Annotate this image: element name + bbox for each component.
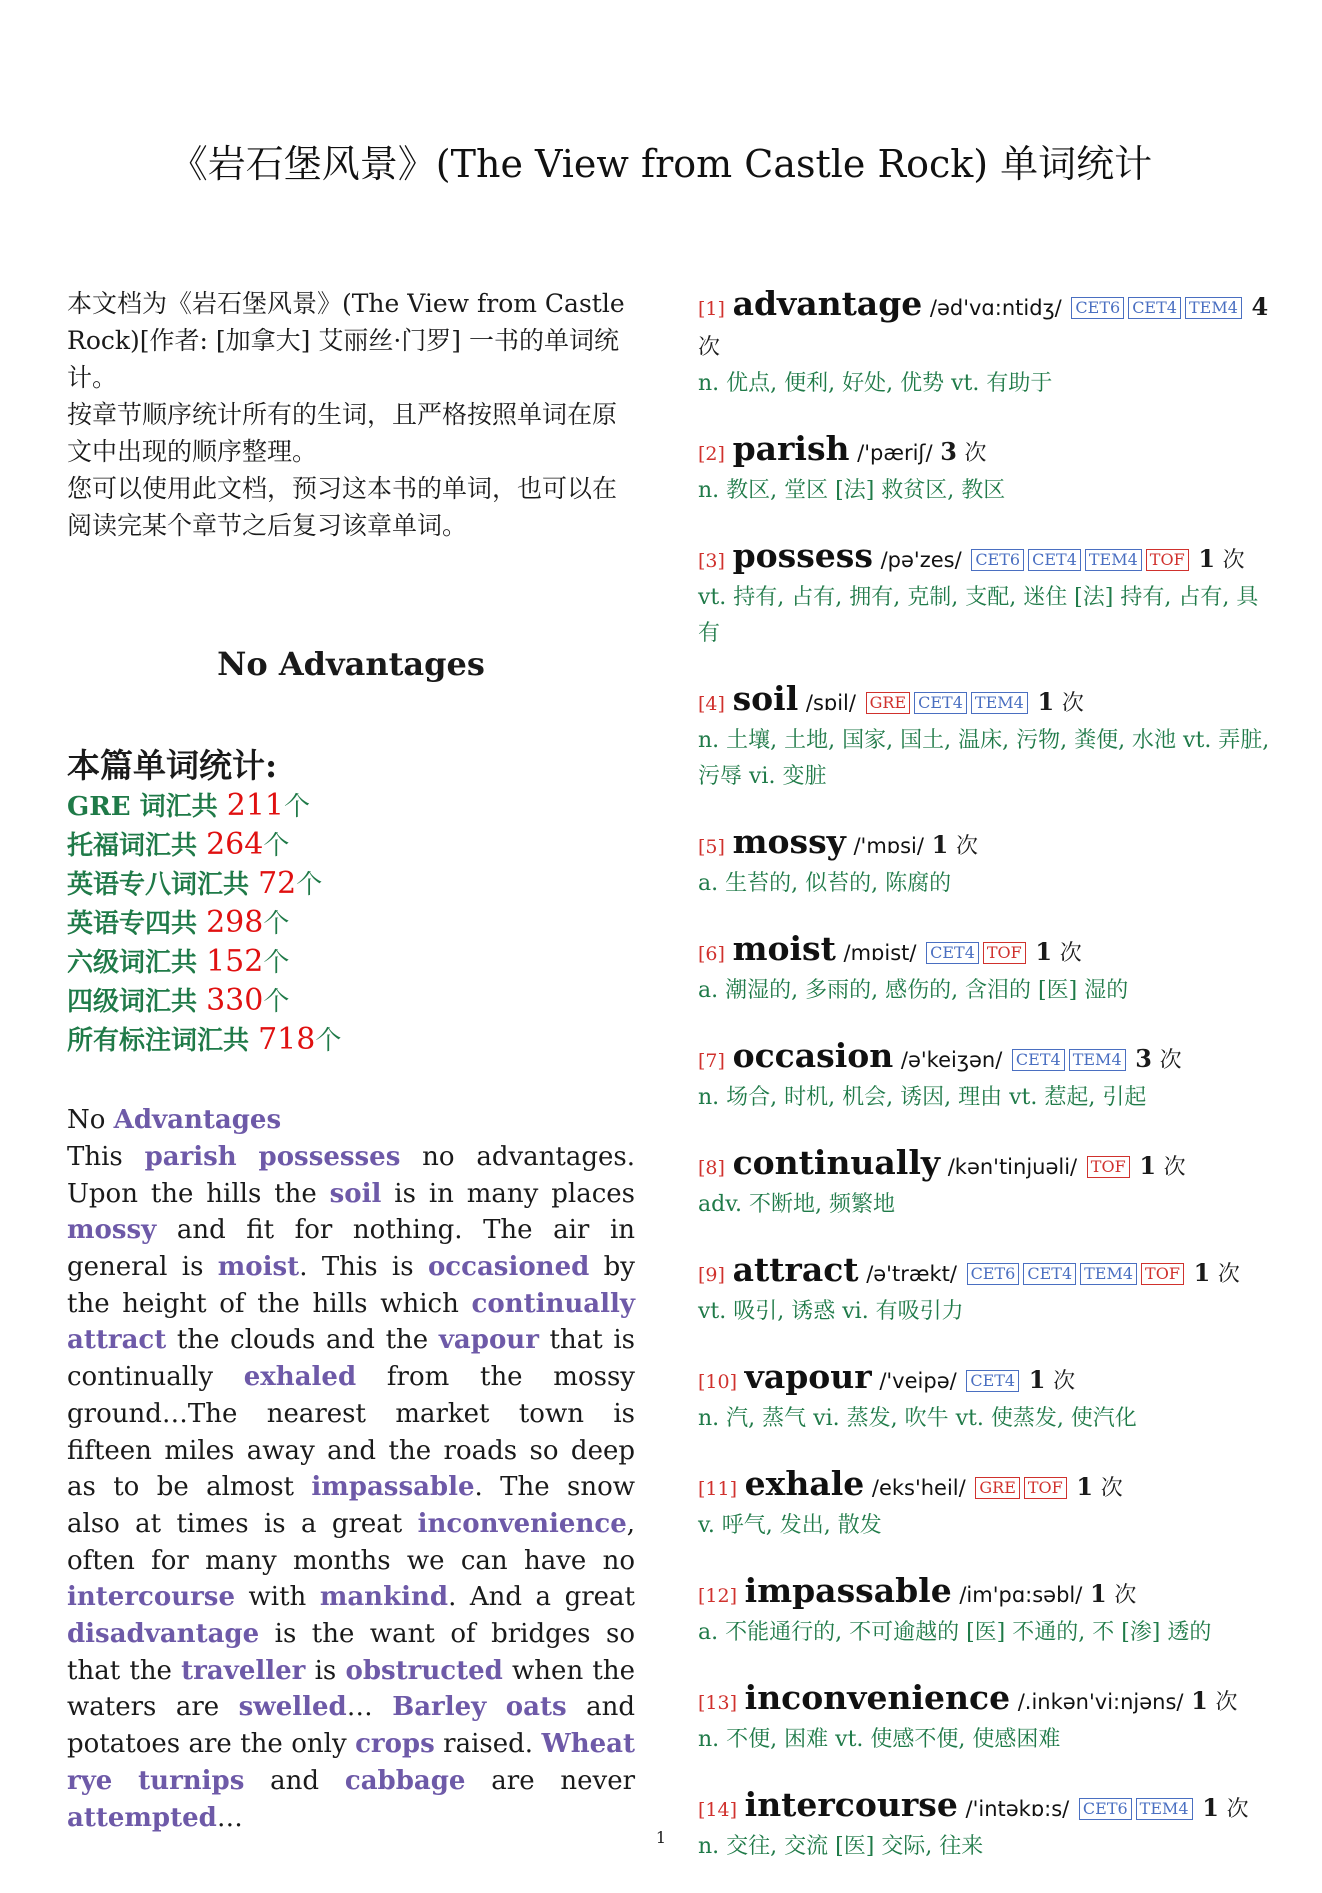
- entry-count: 1: [1037, 687, 1055, 716]
- level-tag: CET6: [1071, 297, 1124, 319]
- highlighted-word: possesses: [258, 1141, 401, 1172]
- passage-text: . The snow also at times is a great: [67, 1472, 636, 1539]
- entry-phonetic: /'mɒsi/: [853, 834, 924, 858]
- passage-text: , often for many months we can have no: [67, 1508, 635, 1576]
- entry-phonetic: /sɒil/: [805, 691, 856, 715]
- stats-heading: 本篇单词统计:: [67, 745, 278, 785]
- entry-index: [2]: [698, 443, 725, 465]
- entry-word: impassable: [744, 1571, 952, 1610]
- stat-label: 英语专四共: [67, 909, 207, 940]
- passage-text: by the height of the hills which: [67, 1252, 635, 1319]
- entry-phonetic: /'pæriʃ/: [857, 441, 933, 465]
- highlighted-word: crops: [355, 1729, 435, 1760]
- entry-phonetic: /ə'keiʒən/: [900, 1048, 1003, 1072]
- entry-index: [8]: [698, 1157, 725, 1179]
- vocab-entry: [698, 285, 1273, 402]
- vocabulary-list: [698, 285, 1273, 1893]
- entry-phonetic: /'veipə/: [879, 1369, 957, 1393]
- left-column: [67, 285, 635, 1836]
- entry-header: [698, 1679, 1273, 1722]
- entry-index: [5]: [698, 836, 725, 858]
- level-tag: GRE: [975, 1477, 1020, 1499]
- entry-header: [698, 430, 1273, 473]
- entry-count: 1: [1202, 1793, 1219, 1822]
- highlighted-word: vapour: [438, 1325, 539, 1356]
- stat-label: 英语专八词汇共: [67, 870, 259, 901]
- stat-label: 托福词汇共: [67, 831, 207, 862]
- entry-count-unit: 次: [1059, 941, 1082, 966]
- entry-count: 1: [1089, 1579, 1107, 1608]
- entry-word: intercourse: [744, 1785, 958, 1824]
- entry-index: [12]: [698, 1585, 738, 1607]
- stat-unit: 个: [263, 909, 290, 940]
- highlighted-word: intercourse: [67, 1582, 235, 1613]
- passage-text: raised.: [434, 1729, 542, 1760]
- level-tag: CET4: [914, 692, 967, 714]
- intro-paragraph: 本文档为《岩石堡风景》(The View from Castle Rock)[作者: [加拿大] 艾丽丝·门罗] 一书的单词统计。: [67, 289, 625, 392]
- entry-count: 1: [1076, 1472, 1094, 1501]
- level-tag: TEM4: [1185, 297, 1242, 319]
- stat-value: 72: [258, 866, 297, 902]
- entry-word: soil: [732, 679, 799, 718]
- passage-text: from the mossy ground…The nearest market town is fifteen miles away and the roads so deep as to be almost: [67, 1362, 635, 1503]
- vocab-entry: [698, 1572, 1273, 1651]
- entry-count: 1: [1191, 1686, 1208, 1715]
- highlighted-word: parish: [144, 1141, 237, 1172]
- entry-word: attract: [732, 1250, 859, 1289]
- stat-value: 330: [206, 983, 264, 1019]
- entry-definition: n. 优点, 便利, 好处, 优势 vt. 有助于: [698, 371, 1053, 396]
- entry-word: mossy: [732, 822, 846, 861]
- level-tag: TOF: [1141, 1263, 1184, 1285]
- passage-text: . This is: [299, 1252, 428, 1282]
- stat-value: 264: [206, 827, 264, 863]
- passage-text: [486, 1692, 506, 1722]
- highlighted-word: Barley: [392, 1692, 487, 1723]
- stat-unit: 个: [263, 987, 290, 1018]
- entry-definition: vt. 吸引, 诱惑 vi. 有吸引力: [698, 1299, 964, 1324]
- level-tag: TEM4: [1080, 1263, 1137, 1285]
- entry-phonetic: /mɒist/: [843, 941, 917, 965]
- entry-header: [698, 1037, 1273, 1080]
- entry-count-unit: 次: [1053, 1369, 1076, 1394]
- page-number: 1: [655, 1828, 667, 1847]
- highlighted-word: inconvenience: [417, 1508, 627, 1539]
- passage-text: [237, 1142, 259, 1172]
- entry-header: [698, 1572, 1273, 1615]
- highlighted-word: swelled: [238, 1692, 347, 1723]
- intro-paragraph: 您可以使用此文档，预习这本书的单词，也可以在阅读完某个章节之后复习该章单词。: [67, 474, 618, 540]
- passage-heading: [67, 1102, 635, 1139]
- entry-count-unit: 次: [1222, 548, 1245, 573]
- entry-definition: n. 教区, 堂区 [法] 救贫区, 教区: [698, 478, 1006, 503]
- entry-index: [10]: [698, 1371, 738, 1393]
- entry-definition: a. 不能通行的, 不可逾越的 [医] 不通的, 不 [渗] 透的: [698, 1620, 1212, 1645]
- passage-text: is: [305, 1655, 346, 1686]
- entry-index: [6]: [698, 943, 725, 965]
- entry-count: 4: [1251, 292, 1269, 321]
- entry-index: [7]: [698, 1050, 725, 1072]
- highlighted-word: moist: [217, 1252, 300, 1282]
- level-tag: TEM4: [1085, 549, 1142, 571]
- highlighted-word: mankind: [319, 1582, 449, 1613]
- highlighted-word: continually: [471, 1288, 635, 1319]
- entry-index: [4]: [698, 693, 725, 715]
- highlighted-word: impassable: [311, 1472, 475, 1503]
- entry-word: possess: [732, 536, 873, 575]
- highlighted-word: exhaled: [243, 1362, 357, 1393]
- stat-label: GRE 词汇共: [67, 792, 227, 823]
- entry-count-unit: 次: [964, 441, 987, 466]
- stat-label: 四级词汇共: [67, 987, 207, 1018]
- stat-row: [67, 865, 635, 904]
- highlighted-word: occasioned: [427, 1252, 590, 1282]
- level-tag: CET6: [967, 1263, 1020, 1285]
- entry-index: [1]: [698, 298, 725, 320]
- entry-count: 1: [1198, 544, 1216, 573]
- word-stats: [67, 746, 635, 1061]
- highlighted-word: oats: [505, 1692, 567, 1723]
- passage-text: are never: [465, 1765, 636, 1796]
- level-tag: TEM4: [1069, 1049, 1126, 1071]
- stat-unit: 个: [263, 948, 290, 979]
- entry-count: 1: [1139, 1151, 1157, 1180]
- passage-body: [67, 1139, 635, 1836]
- entry-count-unit: 次: [1061, 691, 1084, 716]
- highlighted-word: disadvantage: [67, 1619, 260, 1650]
- entry-header: [698, 1251, 1273, 1294]
- highlighted-word: attempted: [67, 1802, 217, 1833]
- stat-value: 298: [206, 905, 264, 941]
- entry-header: [698, 823, 1273, 866]
- entry-index: [9]: [698, 1264, 725, 1286]
- entry-count: 3: [940, 437, 957, 466]
- entry-word: vapour: [744, 1357, 872, 1396]
- entry-word: moist: [732, 929, 836, 968]
- level-tag: CET4: [926, 942, 979, 964]
- stat-row: [67, 787, 635, 826]
- passage: [67, 1102, 635, 1836]
- entry-word: occasion: [732, 1036, 894, 1075]
- entry-word: continually: [732, 1143, 941, 1182]
- entry-count: 1: [1028, 1365, 1046, 1394]
- entry-definition: a. 生苔的, 似苔的, 陈腐的: [698, 871, 952, 896]
- entry-count: 1: [1035, 937, 1053, 966]
- vocab-entry: [698, 1251, 1273, 1330]
- vocab-entry: [698, 1358, 1273, 1437]
- entry-phonetic: /pə'zes/: [880, 548, 962, 572]
- highlighted-word: attract: [67, 1325, 167, 1356]
- passage-text: and fit for nothing. The air in general is: [67, 1215, 635, 1282]
- entry-phonetic: /.inkən'vi:njəns/: [1017, 1690, 1184, 1714]
- entry-definition: n. 汽, 蒸气 vi. 蒸发, 吹牛 vt. 使蒸发, 使汽化: [698, 1406, 1137, 1431]
- entry-phonetic: /eks'heil/: [871, 1476, 966, 1500]
- passage-text: …: [346, 1692, 393, 1723]
- entry-definition: n. 交往, 交流 [医] 交际, 往来: [698, 1834, 984, 1859]
- entry-count-unit: 次: [1226, 1797, 1249, 1822]
- entry-header: [698, 930, 1273, 973]
- level-tag: TOF: [1024, 1477, 1067, 1499]
- passage-text: no advantages. Upon the hills the: [67, 1141, 636, 1209]
- stat-label: 所有标注词汇共: [67, 1026, 259, 1057]
- stat-row: [67, 982, 635, 1021]
- entry-index: [13]: [698, 1692, 738, 1714]
- entry-definition: n. 土壤, 土地, 国家, 国土, 温床, 污物, 粪便, 水池 vt. 弄脏, 污辱 vi. 变脏: [698, 728, 1270, 789]
- stat-unit: 个: [315, 1026, 342, 1057]
- entry-definition: a. 潮湿的, 多雨的, 感伤的, 含泪的 [医] 湿的: [698, 978, 1129, 1003]
- entry-phonetic: /kən'tinjuəli/: [947, 1155, 1078, 1179]
- stat-value: 718: [258, 1022, 316, 1058]
- intro-text: [67, 285, 635, 544]
- entry-definition: n. 不便, 困难 vt. 使感不便, 使感困难: [698, 1727, 1061, 1752]
- section-title: No Advantages: [217, 645, 485, 683]
- vocab-entry: [698, 1465, 1273, 1544]
- intro-paragraph: 按章节顺序统计所有的生词，且严格按照单词在原文中出现的顺序整理。: [67, 400, 618, 466]
- entry-count-unit: 次: [1163, 1155, 1186, 1180]
- entry-count-unit: 次: [1215, 1690, 1238, 1715]
- entry-count: 3: [1135, 1044, 1152, 1073]
- passage-text: and: [244, 1765, 345, 1796]
- level-tag: CET4: [1128, 297, 1181, 319]
- level-tag: TEM4: [971, 692, 1028, 714]
- vocab-entry: [698, 680, 1273, 795]
- entry-count-unit: 次: [1100, 1476, 1123, 1501]
- passage-text: the clouds and the: [166, 1325, 439, 1356]
- level-tag: GRE: [866, 692, 911, 714]
- level-tag: CET6: [971, 549, 1024, 571]
- vocab-entry: [698, 430, 1273, 509]
- entry-header: [698, 285, 1273, 366]
- passage-text: that is continually: [67, 1325, 635, 1393]
- stat-row: [67, 904, 635, 943]
- level-tag: TOF: [1146, 549, 1189, 571]
- entry-definition: vt. 持有, 占有, 拥有, 克制, 支配, 迷住 [法] 持有, 占有, 具有: [698, 585, 1259, 646]
- entry-definition: v. 呼气, 发出, 散发: [698, 1513, 882, 1538]
- entry-phonetic: /im'pɑ:səbl/: [959, 1583, 1083, 1607]
- entry-index: [14]: [698, 1799, 738, 1821]
- highlighted-word: obstructed: [345, 1655, 503, 1686]
- entry-count-unit: 次: [698, 335, 721, 360]
- highlighted-word: soil: [329, 1178, 382, 1209]
- entry-phonetic: /əd'vɑ:ntidʒ/: [929, 296, 1062, 320]
- highlighted-word: traveller: [181, 1655, 306, 1686]
- entry-definition: adv. 不断地, 频繁地: [698, 1192, 895, 1217]
- entry-index: [3]: [698, 550, 725, 572]
- passage-heading-plain: No: [67, 1105, 114, 1136]
- entry-word: inconvenience: [744, 1678, 1011, 1717]
- entry-word: exhale: [744, 1464, 865, 1503]
- entry-word: parish: [732, 429, 850, 468]
- entry-count-unit: 次: [1217, 1262, 1240, 1287]
- level-tag: TOF: [983, 942, 1026, 964]
- level-tag: CET4: [1023, 1263, 1076, 1285]
- entry-definition: n. 场合, 时机, 机会, 诱因, 理由 vt. 惹起, 引起: [698, 1085, 1147, 1110]
- level-tag: CET4: [966, 1370, 1019, 1392]
- stat-unit: 个: [263, 831, 290, 862]
- passage-text: when the waters are: [67, 1655, 635, 1723]
- vocab-entry: [698, 1679, 1273, 1758]
- entry-header: [698, 537, 1273, 580]
- entry-header: [698, 1144, 1273, 1187]
- stat-row: [67, 826, 635, 865]
- passage-text: is in many places: [381, 1178, 635, 1209]
- entry-index: [11]: [698, 1478, 738, 1500]
- vocab-entry: [698, 823, 1273, 902]
- passage-text: [112, 1766, 138, 1796]
- passage-text: with: [234, 1582, 320, 1613]
- entry-phonetic: /ə'trækt/: [866, 1262, 957, 1286]
- entry-header: [698, 1465, 1273, 1508]
- highlighted-word: turnips: [138, 1765, 245, 1796]
- stat-label: 六级词汇共: [67, 948, 207, 979]
- passage-heading-word: Advantages: [113, 1105, 282, 1136]
- passage-text: …: [216, 1802, 243, 1833]
- vocab-entry: [698, 930, 1273, 1009]
- entry-header: [698, 1358, 1273, 1401]
- passage-text: . And a great: [448, 1582, 635, 1613]
- entry-header: [698, 680, 1273, 723]
- stat-unit: 个: [296, 870, 323, 901]
- level-tag: TOF: [1087, 1156, 1130, 1178]
- highlighted-word: mossy: [67, 1215, 157, 1246]
- entry-word: advantage: [732, 284, 923, 323]
- stat-value: 152: [206, 944, 264, 980]
- passage-text: This: [67, 1141, 145, 1172]
- stat-unit: 个: [284, 792, 311, 823]
- level-tag: CET6: [1079, 1798, 1132, 1820]
- passage-text: is the want of bridges so that the: [67, 1619, 635, 1686]
- vocab-entry: [698, 1144, 1273, 1223]
- level-tag: TEM4: [1136, 1798, 1193, 1820]
- stat-row: [67, 1021, 635, 1060]
- entry-header: [698, 1786, 1273, 1829]
- page-title: 《岩石堡风景》(The View from Castle Rock) 单词统计: [169, 142, 1153, 186]
- stat-value: 211: [226, 788, 284, 824]
- level-tag: CET4: [1012, 1049, 1065, 1071]
- entry-count-unit: 次: [1159, 1048, 1182, 1073]
- entry-count: 1: [1193, 1258, 1211, 1287]
- entry-phonetic: /'intəkɒ:s/: [965, 1797, 1070, 1821]
- highlighted-word: rye: [67, 1765, 113, 1796]
- highlighted-word: cabbage: [344, 1765, 466, 1796]
- vocab-entry: [698, 537, 1273, 652]
- entry-count: 1: [931, 830, 949, 859]
- vocab-entry: [698, 1786, 1273, 1865]
- level-tag: CET4: [1028, 549, 1081, 571]
- stat-row: [67, 943, 635, 982]
- entry-count-unit: 次: [955, 834, 978, 859]
- entry-count-unit: 次: [1114, 1583, 1137, 1608]
- highlighted-word: Wheat: [541, 1729, 636, 1760]
- passage-text: and potatoes are the only: [67, 1692, 635, 1760]
- vocab-entry: [698, 1037, 1273, 1116]
